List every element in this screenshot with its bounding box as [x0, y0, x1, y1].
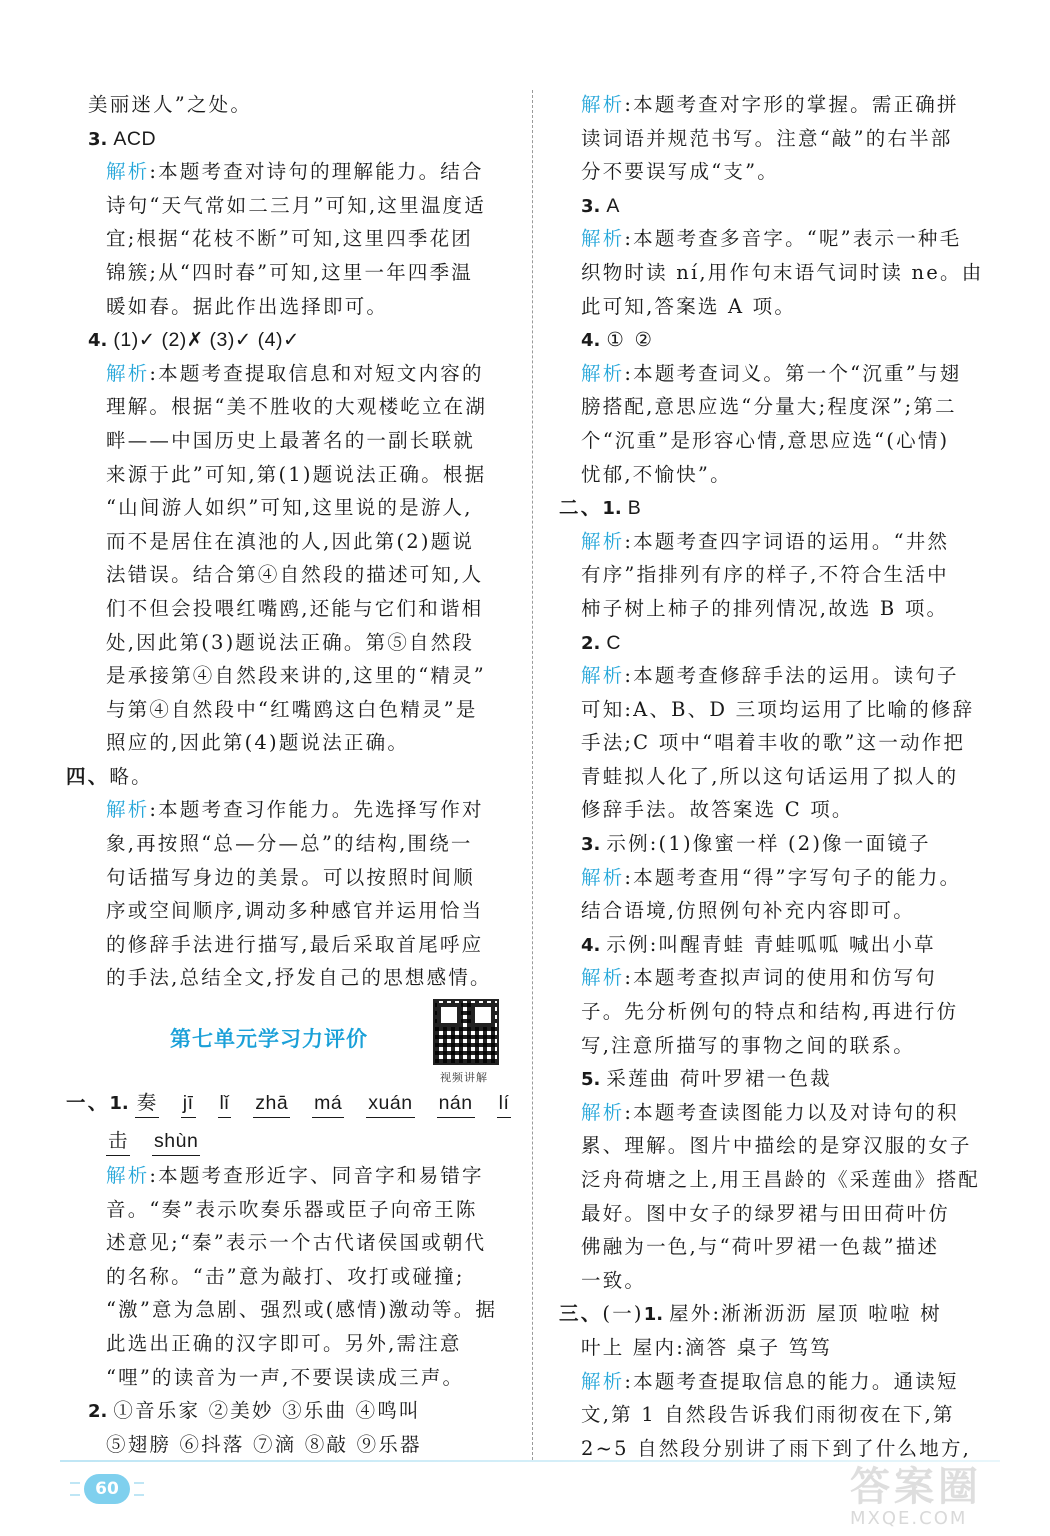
pinyin-answer-line	[88, 1123, 508, 1159]
text-line: 修辞手法。故答案选 C 项。	[581, 798, 854, 822]
text-line: 的手法,总结全文,抒发自己的思想感情。	[106, 966, 492, 990]
answer-line: 3. ACD	[88, 127, 157, 150]
text-line: 最好。图中女子的绿罗裙与田田荷叶仿	[581, 1201, 950, 1225]
text-line: 手法;C 项中“唱着丰收的歌”这一动作把	[581, 731, 966, 755]
text-line: 理解。根据“美不胜收的大观楼屹立在湖	[106, 395, 488, 419]
right-column	[559, 88, 995, 1465]
pinyin-answer: 奏	[135, 1089, 159, 1118]
answer-line: 4. ① ②	[581, 328, 655, 352]
analysis-tag: 解析	[106, 160, 150, 184]
analysis-line: 解析:本题考查对诗句的理解能力。结合	[106, 160, 484, 184]
analysis-line: 解析:本题考查读图能力以及对诗句的积	[581, 1100, 959, 1124]
watermark-logo	[850, 1455, 1030, 1530]
answer-line: 4. 示例:叫醒青蛙 青蛙呱呱 喊出小草	[581, 932, 936, 956]
pinyin-answer: má	[312, 1089, 344, 1118]
analysis-tag: 解析	[106, 1164, 150, 1188]
text-line: 膀搭配,意思应选“分量大;程度深”;第二	[581, 395, 957, 419]
pinyin-answer: nán	[437, 1089, 475, 1118]
pinyin-answer: jī	[181, 1089, 196, 1118]
text-line: 有序”指排列有序的样子,不符合生活中	[581, 563, 949, 587]
column-divider	[532, 90, 533, 1460]
text-line: 述意见;“秦”表示一个古代诸侯国或朝代	[106, 1231, 487, 1255]
badge-decoration	[134, 1482, 144, 1496]
section-line: 三、(一)1. 屋外:淅淅沥沥 屋顶 啦啦 树	[559, 1302, 942, 1326]
analysis-tag: 解析	[106, 361, 150, 385]
analysis-tag: 解析	[581, 865, 625, 889]
answer-line: 2. C	[581, 631, 621, 654]
text-line: 美丽迷人”之处。	[88, 93, 253, 116]
analysis-tag: 解析	[581, 93, 625, 116]
answer-line: 3. A	[581, 194, 620, 217]
text-line: 泛舟荷塘之上,用王昌龄的《采莲曲》搭配	[581, 1168, 980, 1191]
analysis-tag: 解析	[581, 1100, 625, 1124]
analysis-line: 解析:本题考查习作能力。先选择写作对	[106, 798, 484, 822]
pinyin-answer: shùn	[152, 1127, 200, 1156]
watermark-url: MXQE.COM	[850, 1508, 968, 1529]
text-line: 们不但会投喂红嘴鸥,还能与它们和谐相	[106, 596, 484, 620]
analysis-line: 解析:本题考查修辞手法的运用。读句子	[581, 664, 959, 688]
answer-line: 4. (1)✓ (2)✗ (3)✓ (4)✓	[88, 329, 300, 352]
text-line: 序或空间顺序,调动多种感官并运用恰当	[106, 899, 484, 923]
text-line: 句话描写身边的美景。可以按照时间顺	[106, 865, 475, 889]
text-line: 暖如春。据此作出选择即可。	[106, 294, 389, 318]
pinyin-answer: 击	[106, 1127, 130, 1156]
text-line: “山间游人如织”可知,这里说的是游人,	[106, 496, 473, 520]
analysis-tag: 解析	[581, 227, 625, 251]
section-number: 三、	[559, 1302, 603, 1326]
text-line: 忧郁,不愉快”。	[581, 462, 732, 486]
text-line: 来源于此”可知,第(1)题说法正确。根据	[106, 462, 487, 486]
text-line: 个“沉重”是形容心情,意思应选“(心情)	[581, 428, 950, 452]
analysis-tag: 解析	[581, 1369, 625, 1393]
analysis-tag: 解析	[581, 361, 625, 385]
analysis-tag: 解析	[581, 664, 625, 688]
text-line: 可知:A、B、D 三项均运用了比喻的修辞	[581, 697, 975, 721]
section-line: 四、略。	[66, 764, 153, 788]
text-line: 象,再按照“总—分—总”的结构,围绕一	[106, 832, 473, 856]
analysis-line: 解析:本题考查用“得”字写句子的能力。	[581, 865, 962, 889]
text-line: 柿子树上柿子的排列情况,故选 B 项。	[581, 596, 949, 620]
answer-line: 5. 采莲曲 荷叶罗裙一色裁	[581, 1067, 832, 1091]
text-line: 写,注意所描写的事物之间的联系。	[581, 1033, 915, 1057]
analysis-tag: 解析	[581, 529, 625, 553]
unit-title: 第七单元学习力评价	[170, 1027, 368, 1052]
pinyin-answer: lí	[497, 1089, 512, 1118]
analysis-line: 解析:本题考查词义。第一个“沉重”与翅	[581, 361, 962, 385]
text-line: 而不是居住在滇池的人,因此第(2)题说	[106, 529, 475, 553]
watermark-text: 答案圈	[850, 1464, 982, 1510]
section-line: 二、1. B	[559, 496, 642, 520]
section-number: 一、	[66, 1091, 110, 1115]
pinyin-answer: lǐ	[218, 1089, 232, 1118]
text-line: 一致。	[581, 1268, 647, 1292]
text-line: 此选出正确的汉字即可。另外,需注意	[106, 1332, 462, 1355]
section-number: 四、	[66, 764, 110, 788]
text-line: 结合语境,仿照例句补充内容即可。	[581, 899, 915, 923]
text-line: 文,第 1 自然段告诉我们雨彻夜在下,第	[581, 1403, 955, 1427]
text-line: 叶上 屋内:滴答 桌子 笃笃	[581, 1335, 832, 1359]
analysis-line: 解析:本题考查提取信息和对短文内容的	[106, 361, 484, 385]
text-line: 诗句“天气常如二三月”可知,这里温度适	[106, 193, 486, 217]
pinyin-answer: zhā	[253, 1089, 290, 1118]
analysis-line: 解析:本题考查多音字。“呢”表示一种毛	[581, 227, 962, 251]
unit-heading	[88, 995, 508, 1083]
text-line: 子。先分析例句的特点和结构,再进行仿	[581, 1000, 959, 1024]
page-number-badge	[84, 1474, 130, 1504]
text-line: 累、理解。图片中描绘的是穿汉服的女子	[581, 1134, 972, 1158]
analysis-line: 解析:本题考查四字词语的运用。“井然	[581, 529, 950, 553]
text-line: 的修辞手法进行描写,最后采取首尾呼应	[106, 932, 484, 956]
text-line: 是承接第④自然段来讲的,这里的“精灵”	[106, 664, 486, 688]
text-line: 照应的,因此第(4)题说法正确。	[106, 731, 410, 755]
text-line: 2~5 自然段分别讲了雨下到了什么地方,	[581, 1436, 972, 1460]
text-line: 处,因此第(3)题说法正确。第⑤自然段	[106, 630, 475, 654]
analysis-line: 解析:本题考查对字形的掌握。需正确拼	[581, 93, 959, 116]
text-line: 锦簇;从“四时春”可知,这里一年四季温	[106, 260, 474, 284]
text-line: 畔——中国历史上最著名的一副长联就	[106, 428, 475, 452]
qr-code-icon[interactable]	[433, 999, 499, 1065]
pinyin-answer-line: 一、1. 奏 jī lǐ zhā má xuán nán lí	[88, 1083, 508, 1123]
text-line: “激”意为急剧、强烈或(感情)激动等。据	[106, 1298, 498, 1322]
answer-line: ⑤翅膀 ⑥抖落 ⑦滴 ⑧敲 ⑨乐器	[106, 1432, 422, 1456]
text-line: 法错误。结合第④自然段的描述可知,人	[106, 563, 484, 587]
text-line: 宜;根据“花枝不断”可知,这里四季花团	[106, 227, 474, 251]
analysis-line: 解析:本题考查形近字、同音字和易错字	[106, 1164, 484, 1188]
text-line: 读词语并规范书写。注意“敲”的右半部	[581, 126, 953, 150]
text-line: 青蛙拟人化了,所以这句话运用了拟人的	[581, 764, 959, 788]
analysis-line: 解析:本题考查拟声词的使用和仿写句	[581, 966, 937, 990]
analysis-line: 解析:本题考查提取信息的能力。通读短	[581, 1369, 959, 1393]
section-number: 二、	[559, 496, 603, 520]
page-number: 60	[95, 1479, 119, 1499]
text-line: 分不要误写成“支”。	[581, 160, 779, 184]
answer-line: 3. 示例:(1)像蜜一样 (2)像一面镜子	[581, 832, 931, 856]
text-line: “哩”的读音为一声,不要误读成三声。	[106, 1365, 465, 1389]
text-line: 的名称。“击”意为敲打、攻打或碰撞;	[106, 1264, 465, 1288]
analysis-tag: 解析	[106, 798, 150, 822]
text-line: 织物时读 ní,用作句末语气词时读 ne。由	[581, 260, 984, 284]
analysis-tag: 解析	[581, 966, 625, 990]
pinyin-answer: xuán	[366, 1089, 414, 1118]
answer-line: 2. ①音乐家 ②美妙 ③乐曲 ④鸣叫	[88, 1399, 421, 1423]
text-line: 此可知,答案选 A 项。	[581, 294, 797, 318]
badge-decoration	[70, 1482, 80, 1496]
text-line: 佛融为一色,与“荷叶罗裙一色裁”描述	[581, 1235, 940, 1259]
left-column	[66, 88, 510, 1461]
qr-label: 视频讲解	[440, 1071, 488, 1085]
text-line: 与第④自然段中“红嘴鸥这白色精灵”是	[106, 697, 478, 721]
text-line: 音。“奏”表示吹奏乐器或臣子向帝王陈	[106, 1197, 478, 1221]
